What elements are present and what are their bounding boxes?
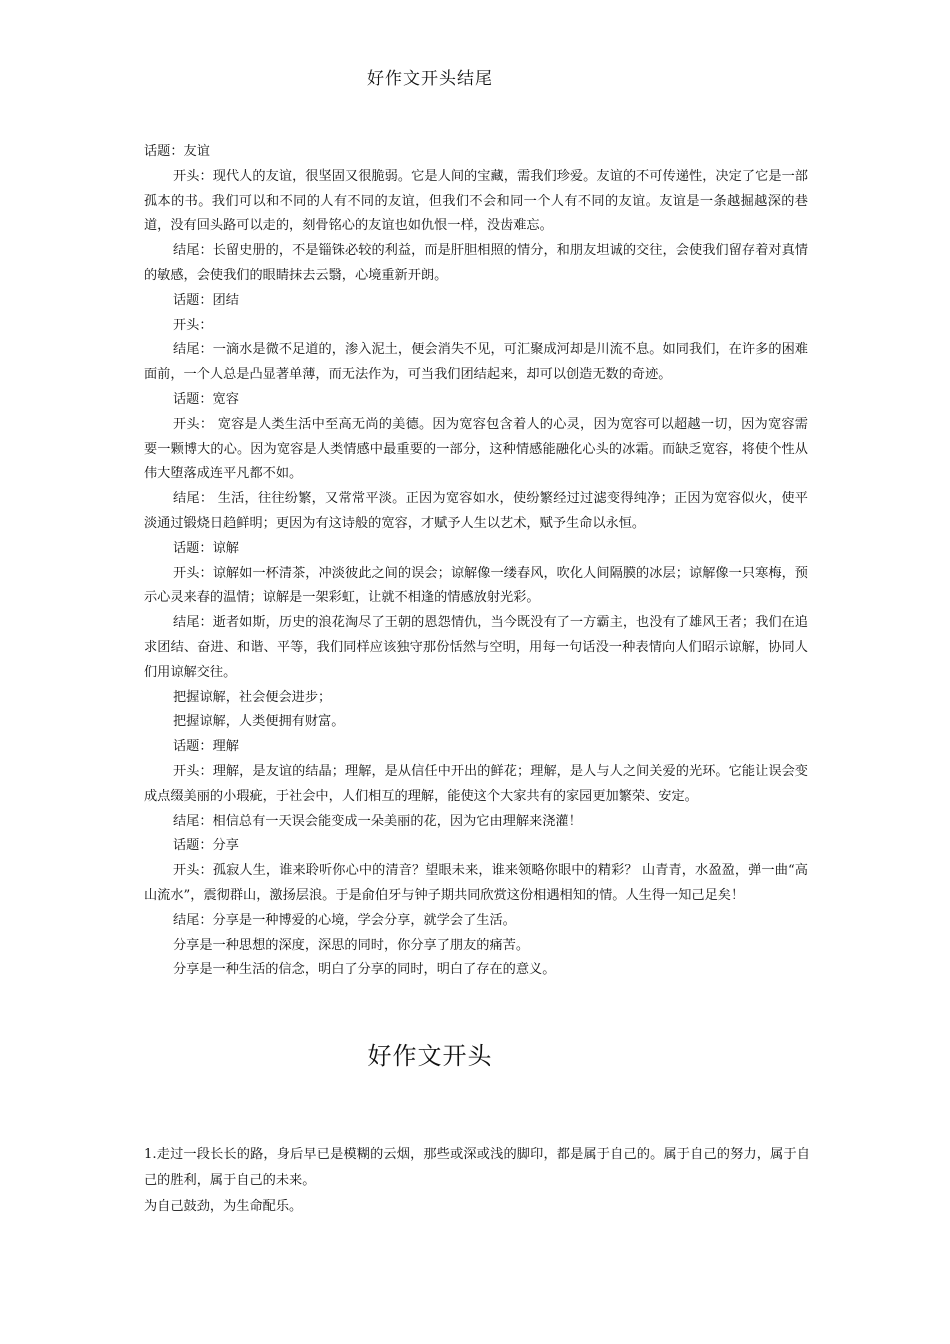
paragraph: 开头：谅解如一杯清茶，冲淡彼此之间的误会；谅解像一缕春风，吹化人间隔膜的冰层；谅解像一只寒梅，预示心灵来春的温情；谅解是一架彩虹，让就不相逢的情感放射光彩。 [144,565,808,606]
paragraph: 结尾：分享是一种博爱的心境，学会分享，就学会了生活。 [173,912,516,928]
paragraph: 开头： [173,317,213,333]
paragraph: 为自己鼓劲，为生命配乐。 [144,1199,303,1214]
topic-heading: 话题：友谊 [144,144,210,159]
section-title: 好作文开头 [367,1042,493,1070]
topic-heading: 话题：分享 [173,838,239,854]
paragraph: 结尾： 生活，往往纷繁，又常常平淡。正因为宽容如水，使纷繁经过过滤变得纯净；正因为宽容似火，使平淡通过锻烧日趋鲜明；更因为有这诗般的宽容，才赋予人生以艺术，赋予生命以永恒。 [144,491,808,531]
topic-heading: 话题：理解 [173,739,239,755]
paragraph: 1.走过一段长长的路，身后早已是模糊的云烟，那些或深或浅的脚印，都是属于自己的。属于自己的努力，属于自己的胜利，属于自己的未来。 [144,1147,810,1188]
opening-examples-section [144,1142,810,1220]
paragraph: 结尾：逝者如斯，历史的浪花淘尽了王朝的恩怨情仇，当今既没有了一方霸主，也没有了雄风王者；我们在追求团结、奋进、和谐、平等，我们同样应该独守那份恬然与空明，用每一句话没一种表情向人们昭示谅解，协同人们用谅解交往。 [144,615,808,680]
paragraph: 把握谅解，社会便会进步； [173,689,332,705]
paragraph: 结尾：一滴水是微不足道的，渗入泥土，便会消失不见，可汇聚成河却是川流不息。如同我们，在许多的困难面前，一个人总是凸显著单薄，而无法作为，可当我们团结起来，却可以创造无数的奇迹。 [144,342,808,383]
paragraph: 把握谅解，人类便拥有财富。 [173,714,345,730]
essay-section [144,140,808,983]
paragraph: 分享是一种思想的深度，深思的同时，你分享了朋友的痛苦。 [173,937,530,953]
page-title: 好作文开头结尾 [367,69,493,89]
paragraph: 结尾：长留史册的，不是锱铢必较的利益，而是肝胆相照的情分，和朋友坦诚的交往，会使我们留存着对真情的敏感，会使我们的眼睛抹去云翳，心境重新开朗。 [144,243,808,283]
paragraph: 开头：现代人的友谊，很坚固又很脆弱。它是人间的宝藏，需我们珍爱。友谊的不可传递性，决定了它是一部孤本的书。我们可以和不同的人有不同的友谊，但我们不会和同一个人有不同的友谊。友谊是一条越掘越深的巷道，没有回头路可以走的，刻骨铭心的友谊也如仇恨一样，没齿难忘。 [144,168,808,234]
topic-heading: 话题：谅解 [173,540,239,556]
paragraph: 开头：孤寂人生，谁来聆听你心中的清音？望眼未来，谁来领略你眼中的精彩？ 山青青，水盈盈，弹一曲“高山流水”，震彻群山，激扬层浪。于是俞伯牙与钟子期共同欣赏这份相遇相知的情。人生得一知己足矣！ [144,863,808,903]
paragraph: 结尾：相信总有一天误会能变成一朵美丽的花，因为它由理解来浇灌！ [173,813,582,829]
topic-heading: 话题：团结 [173,292,239,308]
paragraph: 开头： 宽容是人类生活中至高无尚的美德。因为宽容包含着人的心灵，因为宽容可以超越一切，因为宽容需要一颗博大的心。因为宽容是人类情感中最重要的一部分，这种情感能融化心头的冰霜。而缺乏宽容，将使个性从伟大堕落成连平凡都不如。 [144,416,808,482]
paragraph: 开头：理解，是友谊的结晶；理解，是从信任中开出的鲜花；理解，是人与人之间关爱的光环。它能让误会变成点缀美丽的小瑕疵，于社会中，人们相互的理解，能使这个大家共有的家园更加繁荣、安定。 [144,763,808,804]
topic-heading: 话题：宽容 [173,391,239,407]
paragraph: 分享是一种生活的信念，明白了分享的同时，明白了存在的意义。 [173,962,556,978]
